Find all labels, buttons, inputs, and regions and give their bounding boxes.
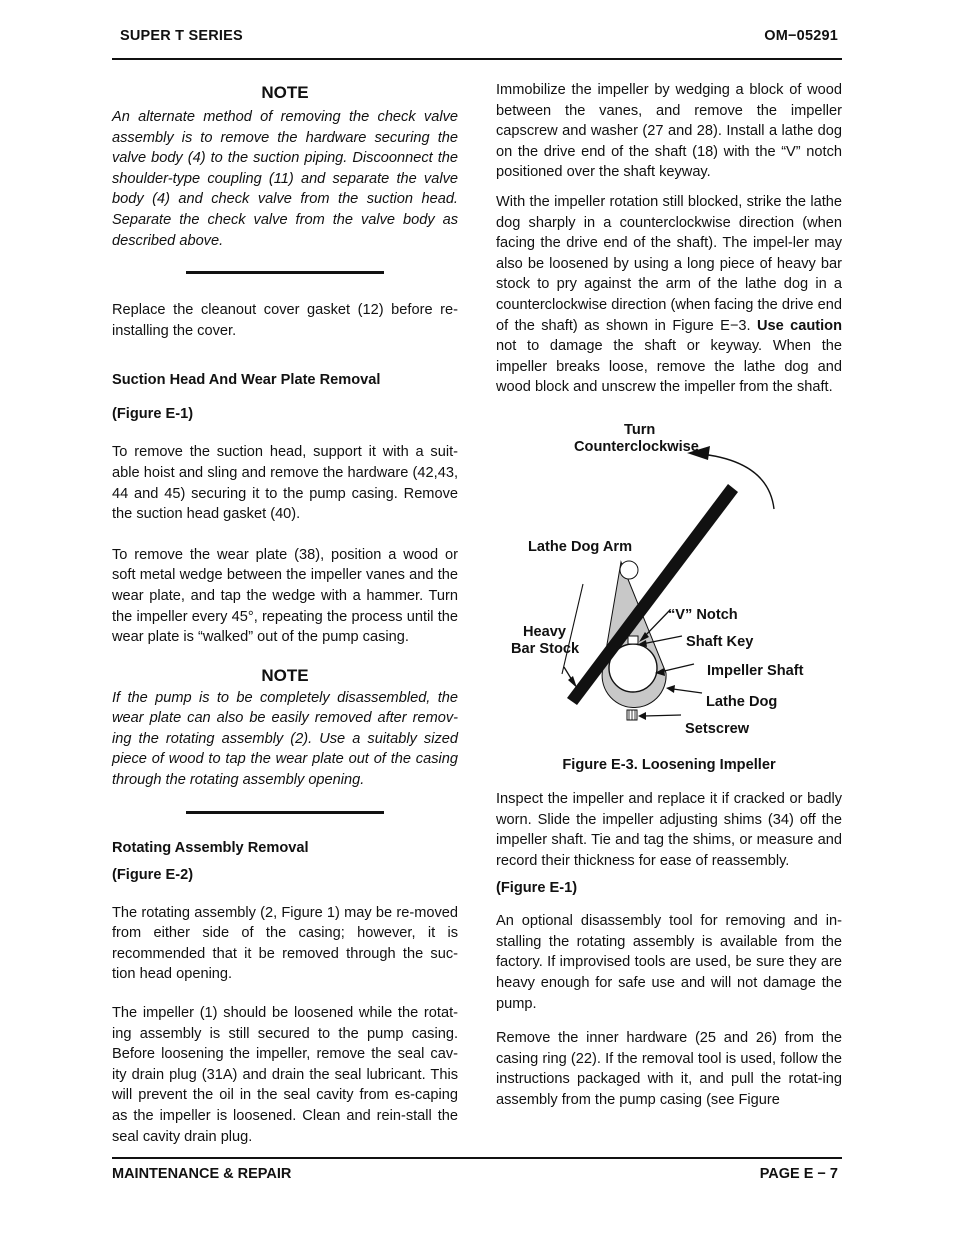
paragraph-impeller-rotation: [496, 192, 842, 398]
note-title: NOTE: [261, 665, 309, 685]
section-heading-rotating-assembly: Rotating Assembly Removal: [112, 839, 309, 856]
figure-reference: (Figure E-2): [112, 866, 194, 883]
shaft-key: [628, 636, 638, 644]
figure-caption: Figure E-3. Loosening Impeller: [562, 756, 776, 773]
label-setscrew: Setscrew: [685, 720, 750, 737]
label-turn: Turn: [624, 421, 656, 438]
paragraph-loosen-impeller: The impeller (1) should be loosened while the rotat-ing assembly is still secured to the pump casing. Before loosening the impeller, remove the seal cav-ity drain plug (31A) and drain the seal lubricant. This will prevent the oil in the seal cavity from es-caping as the impeller is loosened. Clean and rein-stall the seal cavity drain plug.: [112, 1005, 458, 1145]
figure-loosening-impeller: [496, 408, 842, 783]
paragraph-replace-gasket: Replace the cleanout cover gasket (12) before re-installing the cover.: [112, 302, 458, 339]
paragraph-text: With the impeller rotation still blocked, strike the lathe dog sharply in a counterclockwise direction (when facing the drive end of the shaft). The impel-ler may also be loosened by using a long piece of heavy bar stock to pry against the arm of the lathe dog in a counterclockwise direction (when facing the drive end of the shaft) as shown in Figure E−3.: [496, 193, 842, 334]
header-rule: [112, 58, 842, 60]
section-heading-suction-head: Suction Head And Wear Plate Removal: [112, 372, 381, 389]
label-shaft-key: Shaft Key: [686, 633, 754, 650]
paragraph-wear-plate: To remove the wear plate (38), position a wood or soft metal wedge between the impeller vanes and the wear plate, and tap the wedge with a hammer. Turn the impeller every 45°, repeating the process until the wear plate is “walked” out of the pump casing.: [112, 546, 458, 646]
label-v-notch: “V” Notch: [668, 606, 738, 623]
figure-reference: (Figure E-1): [496, 880, 578, 897]
note-divider: [186, 271, 384, 274]
header-series: SUPER T SERIES: [120, 28, 243, 44]
footer-section: MAINTENANCE & REPAIR: [112, 1166, 292, 1182]
footer-page-number: PAGE E − 7: [759, 1166, 838, 1182]
label-lathe-dog: Lathe Dog: [706, 693, 778, 710]
note-title: NOTE: [261, 83, 309, 102]
left-column: [112, 78, 458, 1147]
note-divider: [186, 811, 384, 814]
turn-counterclockwise-arrow: [690, 453, 774, 509]
note-text: If the pump is to be completely disassembled, the wear plate can also be easily removed after remov-ing the rotating assembly (2). Use a suitably sized piece of wood to tap the wear plate out of the casing through the rotating assembly opening.: [112, 689, 458, 789]
paragraph-text: not to damage the shaft or keyway. When the impeller breaks loose, remove the lathe dog and wood block and unscrew the impeller from the shaft.: [496, 338, 842, 396]
paragraph-immobilize-impeller: Immobilize the impeller by wedging a block of wood between the vanes, and remove the impeller capscrew and washer (27 and 28). Install a lathe dog on the drive end of the shaft (18) with the “V” notch positioned over the shaft keyway.: [496, 82, 842, 181]
label-bar-stock: Bar Stock: [511, 640, 580, 657]
footer-rule: [112, 1157, 842, 1159]
caution-text: Use caution: [756, 317, 843, 334]
note-text: An alternate method of removing the check valve assembly is to remove the hardware securing the valve body (4) to the suction piping. Discoonnect the shoulder-type coupling (11) and separate the valve body (4) and check valve from the suction head. Separate the check valve from the valve body as described above.: [112, 109, 458, 249]
header-doc-number: OM−05291: [764, 28, 838, 44]
paragraph-rotating-assembly: The rotating assembly (2, Figure 1) may be re-moved from either side of the casing; however, it is recommended that it be removed through the suc-tion head opening.: [112, 904, 458, 983]
label-heavy: Heavy: [523, 623, 567, 640]
paragraph-disassembly-tool: An optional disassembly tool for removing and in-stalling the rotating assembly is available from the factory. If improvised tools are used, be sure they are heavy enough for safe use and will not damage the pump.: [496, 913, 842, 1012]
paragraph-suction-head: To remove the suction head, support it with a suit-able hoist and sling and remove the hardware (42,43, 44 and 45) securing it to the pump casing. Remove the suction head gasket (40).: [112, 444, 458, 523]
right-column: [496, 78, 842, 1111]
label-lathe-dog-arm: Lathe Dog Arm: [528, 538, 633, 555]
figure-reference: (Figure E-1): [112, 406, 194, 423]
paragraph-inner-hardware: Remove the inner hardware (25 and 26) from the casing ring (22). If the removal tool is used, follow the instructions packaged with it, and pull the rotat-ing assembly from the pump casing (see Figure: [496, 1030, 842, 1109]
lathe-dog-diagram: [496, 408, 842, 748]
paragraph-inspect-impeller: Inspect the impeller and replace it if cracked or badly worn. Slide the impeller adjusting shims (34) off the impeller shaft. Tie and tag the shims, or measure and record their thickness for ease of reassembly.: [496, 790, 842, 869]
label-counterclockwise: Counterclockwise: [574, 438, 699, 455]
label-impeller-shaft: Impeller Shaft: [707, 662, 804, 679]
lathe-dog-arm-end: [620, 561, 638, 579]
